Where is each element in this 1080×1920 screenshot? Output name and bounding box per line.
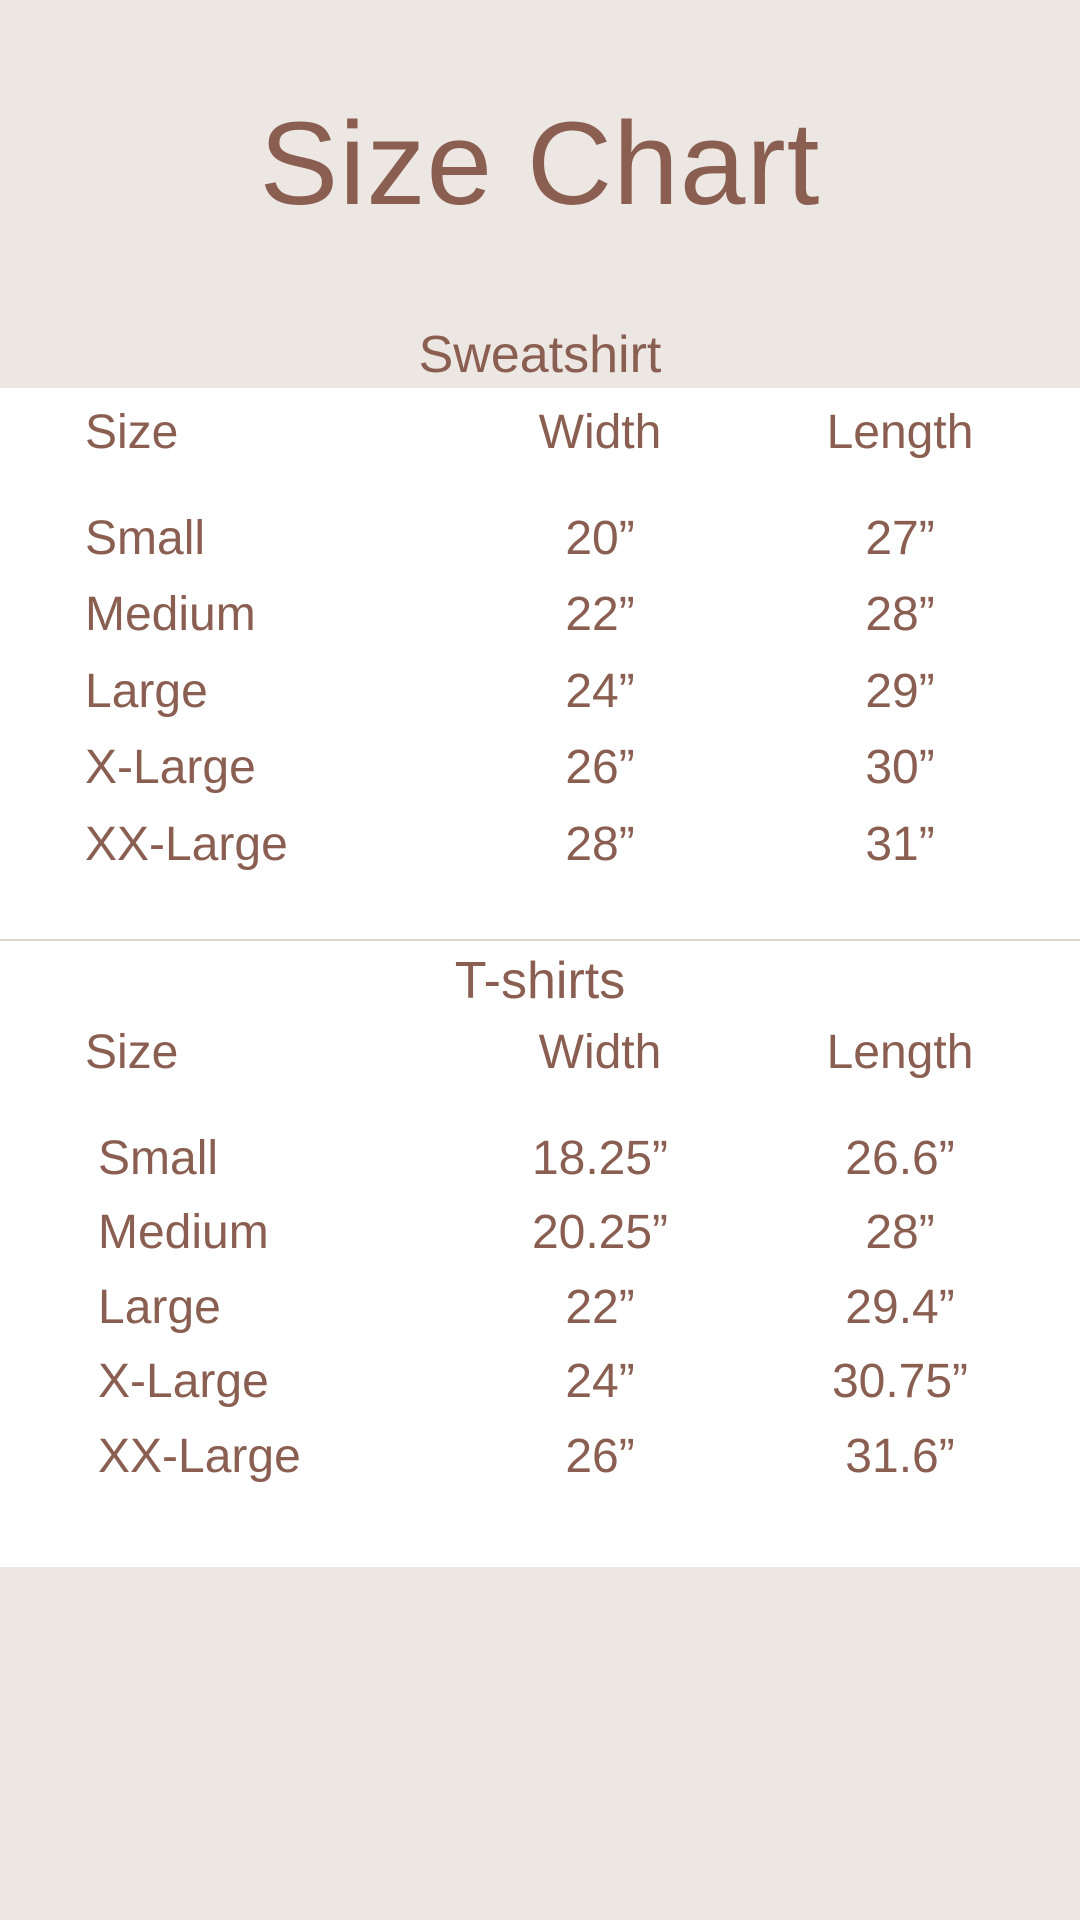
table-row	[50, 508, 1050, 584]
cell-width: 28”	[565, 817, 635, 871]
cell-size: Small	[85, 512, 206, 565]
cell-size: Medium	[98, 1206, 269, 1260]
cell-width: 24”	[565, 1355, 635, 1409]
column-header-size: Size	[85, 1026, 179, 1079]
cell-size: XX-Large	[98, 1429, 301, 1483]
table-row	[50, 661, 1050, 737]
column-header-size: Size	[85, 406, 179, 459]
cell-width: 26”	[565, 1429, 635, 1483]
cell-length: 30.75”	[831, 1355, 969, 1409]
section-heading-tshirts: T-shirts	[454, 952, 626, 1010]
table-row	[50, 584, 1050, 660]
cell-width: 22”	[565, 1280, 635, 1334]
cell-length: 31”	[865, 817, 935, 871]
cell-width: 26”	[565, 741, 635, 795]
page-title: Size Chart	[259, 98, 821, 230]
column-header-length: Length	[826, 406, 974, 459]
table-header-row	[50, 405, 1050, 508]
cell-length: 29.4”	[845, 1280, 955, 1334]
footer-spacer	[0, 1567, 1080, 1920]
cell-size: Large	[85, 664, 208, 718]
table-row	[50, 1277, 1050, 1351]
table-row	[50, 814, 1050, 890]
cell-length: 26.6”	[845, 1132, 955, 1185]
cell-size: Large	[98, 1280, 221, 1334]
cell-size: XX-Large	[85, 817, 288, 871]
table-row	[50, 1351, 1050, 1425]
cell-width: 24”	[565, 664, 635, 718]
table-row	[50, 1426, 1050, 1500]
cell-length: 27”	[865, 512, 935, 565]
cell-length: 29”	[865, 664, 935, 718]
tshirt-size-table	[50, 1025, 1050, 1500]
cell-width: 20”	[565, 512, 635, 565]
table-row	[50, 1128, 1050, 1202]
sweatshirt-size-table	[50, 405, 1050, 890]
cell-size: X-Large	[98, 1355, 269, 1409]
cell-width: 20.25”	[531, 1206, 669, 1260]
cell-size: Small	[98, 1132, 219, 1185]
cell-length: 30”	[865, 741, 935, 795]
cell-width: 22”	[565, 588, 635, 642]
column-header-length: Length	[826, 1026, 974, 1079]
table-header-row	[50, 1025, 1050, 1128]
section-divider	[0, 939, 1080, 941]
cell-length: 28”	[865, 588, 935, 642]
cell-size: Medium	[85, 588, 256, 642]
section-heading-sweatshirt: Sweatshirt	[418, 326, 662, 384]
table-row	[50, 1202, 1050, 1276]
column-header-width: Width	[538, 406, 662, 459]
table-row	[50, 737, 1050, 813]
cell-length: 28”	[865, 1206, 935, 1260]
cell-size: X-Large	[85, 741, 256, 795]
cell-length: 31.6”	[845, 1429, 955, 1483]
cell-width: 18.25”	[531, 1132, 669, 1185]
column-header-width: Width	[538, 1026, 662, 1079]
